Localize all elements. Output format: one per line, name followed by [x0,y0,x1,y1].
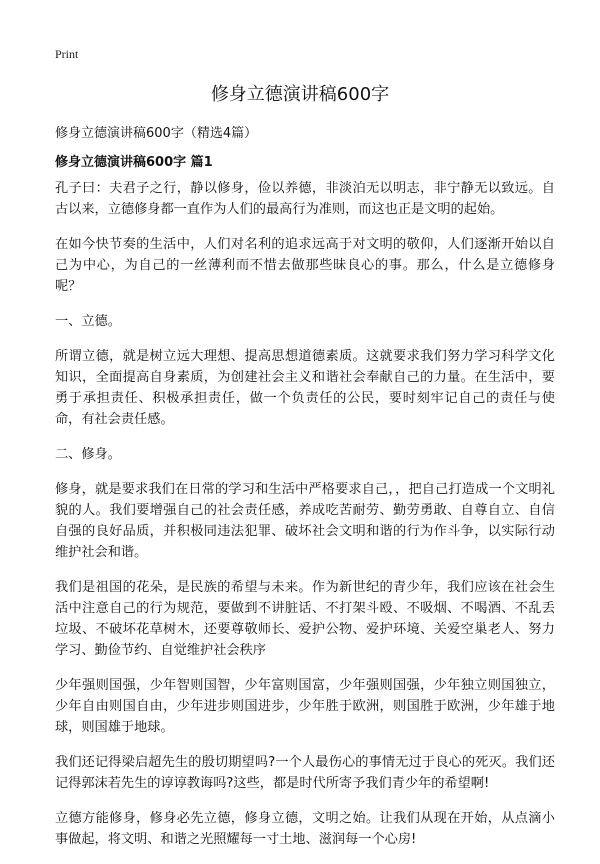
paragraph: 在如今快节奏的生活中，人们对名利的追求远高于对文明的敬仰，人们逐渐开始以自己为中心，为自己的一丝薄利而不惜去做那些昧良心的事。那么，什么是立德修身呢？ [55,237,555,294]
paragraph: 我们还记得梁启超先生的殷切期望吗?一个人最伤心的事情无过于良心的死灭。我们还记得郭沫若先生的谆谆教诲吗?这些，都是时代所寄予我们青少年的希望啊! [55,755,555,791]
document-subtitle: 修身立德演讲稿600字（精选4篇） [55,126,258,141]
article-body [55,178,555,864]
paragraph: 所谓立德，就是树立远大理想、提高思想道德素质。这就要求我们努力学习科学文化知识，全面提高自身素质，为创建社会主义和谐社会奉献自己的力量。在生活中，要勇于承担责任、积极承担责任，做一个负责任的公民，要时刻牢记自己的责任与使命，有社会责任感。 [55,349,555,427]
paragraph: 少年强则国强，少年智则国智，少年富则国富，少年强则国强，少年独立则国独立，少年自由则国自由，少年进步则国进步，少年胜于欧洲，则国胜于欧洲，少年雄于地球，则国雄于地球。 [55,678,555,735]
paragraph-heading: 一、立德。 [55,314,121,329]
paragraph: 立德方能修身，修身必先立德，修身立德，文明之始。让我们从现在开始，从点滴小事做起，将文明、和谐之光照耀每一寸土地、滋润每一个心房! [55,811,555,847]
paragraph-heading: 二、修身。 [55,447,121,462]
print-link[interactable]: Print [55,47,79,61]
section-heading: 修身立德演讲稿600字 篇1 [55,155,213,170]
paragraph: 孔子曰：夫君子之行，静以修身，俭以养德，非淡泊无以明志，非宁静无以致远。自古以来，立德修身都一直作为人们的最高行为准则，而这也正是文明的起始。 [55,181,555,217]
paragraph: 我们是祖国的花朵，是民族的希望与未来。作为新世纪的青少年，我们应该在社会生活中注意自己的行为规范，要做到不讲脏话、不打架斗殴、不吸烟、不喝酒、不乱丢垃圾、不破坏花草树木，还要尊敬师长、爱护公物、爱护环境、关爱空巢老人、努力学习、勤俭节约、自觉维护社会秩序 [55,580,555,658]
document-title: 修身立德演讲稿600字 [210,84,390,105]
paragraph: 修身，就是要求我们在日常的学习和生活中严格要求自己，，把自己打造成一个文明礼貌的人。我们要增强自己的社会责任感，养成吃苦耐劳、勤劳勇敢、自尊自立、自信自强的良好品质，并积极同违法犯罪、破坏社会文明和谐的行为作斗争，以实际行动维护社会和谐。 [55,482,555,560]
